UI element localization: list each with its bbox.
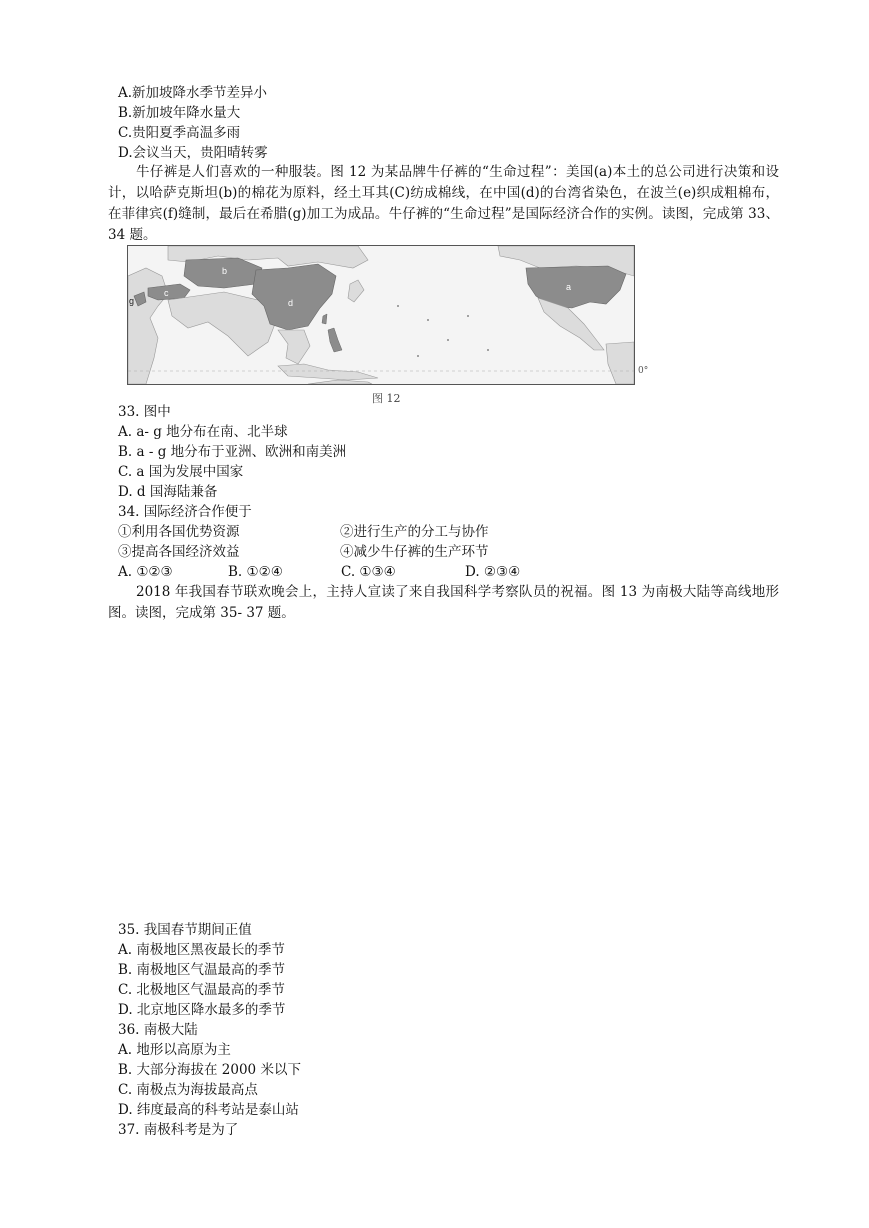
q35-option-b: B. 南极地区气温最高的季节 [118, 962, 286, 978]
q33-option-d: D. d 国海陆兼备 [118, 484, 218, 500]
q34-option-a: A. ①②③ [118, 564, 173, 580]
q34-option-c: C. ①③④ [341, 564, 396, 580]
q32-option-b: B.新加坡年降水量大 [118, 105, 241, 121]
q36-stem: 36. 南极大陆 [118, 1022, 198, 1038]
q37-stem: 37. 南极科考是为了 [118, 1122, 239, 1138]
q33-stem: 33. 图中 [118, 404, 171, 420]
jeans-intro-paragraph: 牛仔裤是人们喜欢的一种服装。图 12 为某品牌牛仔裤的“生命过程”：美国(a)本土的总公司进行决策和设计，以哈萨克斯坦(b)的棉花为原料，经土耳其(C)纺成棉线，在中国(d)的台湾省染色，在波兰(e)织成粗棉布，在菲律宾(f)缝制，最后在希腊(g)加工为成品。牛仔裤的“生命过程”是国际经济合作的实例。读图，完成第 33、34 题。 [108, 164, 779, 243]
q34-stem: 34. 国际经济合作便于 [118, 504, 252, 520]
label-d: d [288, 298, 294, 308]
q32-option-a: A.新加坡降水季节差异小 [118, 85, 268, 101]
figure-12-world-map [127, 245, 635, 385]
q33-option-a: A. a- g 地分布在南、北半球 [118, 424, 288, 440]
q36-option-a: A. 地形以高原为主 [118, 1042, 231, 1058]
label-a: a [566, 282, 572, 292]
q33-option-c: C. a 国为发展中国家 [118, 464, 244, 480]
q36-option-b: B. 大部分海拔在 2000 米以下 [118, 1062, 301, 1078]
q35-option-a: A. 南极地区黑夜最长的季节 [118, 942, 285, 958]
q35-stem: 35. 我国春节期间正值 [118, 922, 252, 938]
q32-option-c: C.贵阳夏季高温多雨 [118, 125, 241, 141]
world-map-drawing [128, 246, 634, 384]
q35-option-d: D. 北京地区降水最多的季节 [118, 1002, 286, 1018]
q34-option-b: B. ①②④ [228, 564, 283, 580]
q34-statement-1: ①利用各国优势资源 [118, 524, 240, 540]
q35-option-c: C. 北极地区气温最高的季节 [118, 982, 285, 998]
q33-option-b: B. a - g 地分布于亚洲、欧洲和南美洲 [118, 444, 347, 460]
figure-12-caption: 图 12 [372, 392, 401, 405]
q32-option-d: D.会议当天，贵阳晴转雾 [118, 145, 268, 161]
label-g: g [129, 296, 135, 306]
equator-degree-label: 0° [638, 366, 649, 376]
label-c: c [164, 288, 169, 298]
q36-option-d: D. 纬度最高的科考站是泰山站 [118, 1102, 299, 1118]
q34-option-d: D. ②③④ [465, 564, 521, 580]
label-b: b [222, 266, 228, 276]
antarctica-intro-paragraph: 2018 年我国春节联欢晚会上，主持人宣读了来自我国科学考察队员的祝福。图 13 为南极大陆等高线地形图。读图，完成第 35- 37 题。 [108, 584, 779, 621]
q34-statement-3: ③提高各国经济效益 [118, 544, 240, 560]
q34-statement-2: ②进行生产的分工与协作 [340, 524, 489, 540]
q34-statement-4: ④减少牛仔裤的生产环节 [340, 544, 489, 560]
q36-option-c: C. 南极点为海拔最高点 [118, 1082, 258, 1098]
